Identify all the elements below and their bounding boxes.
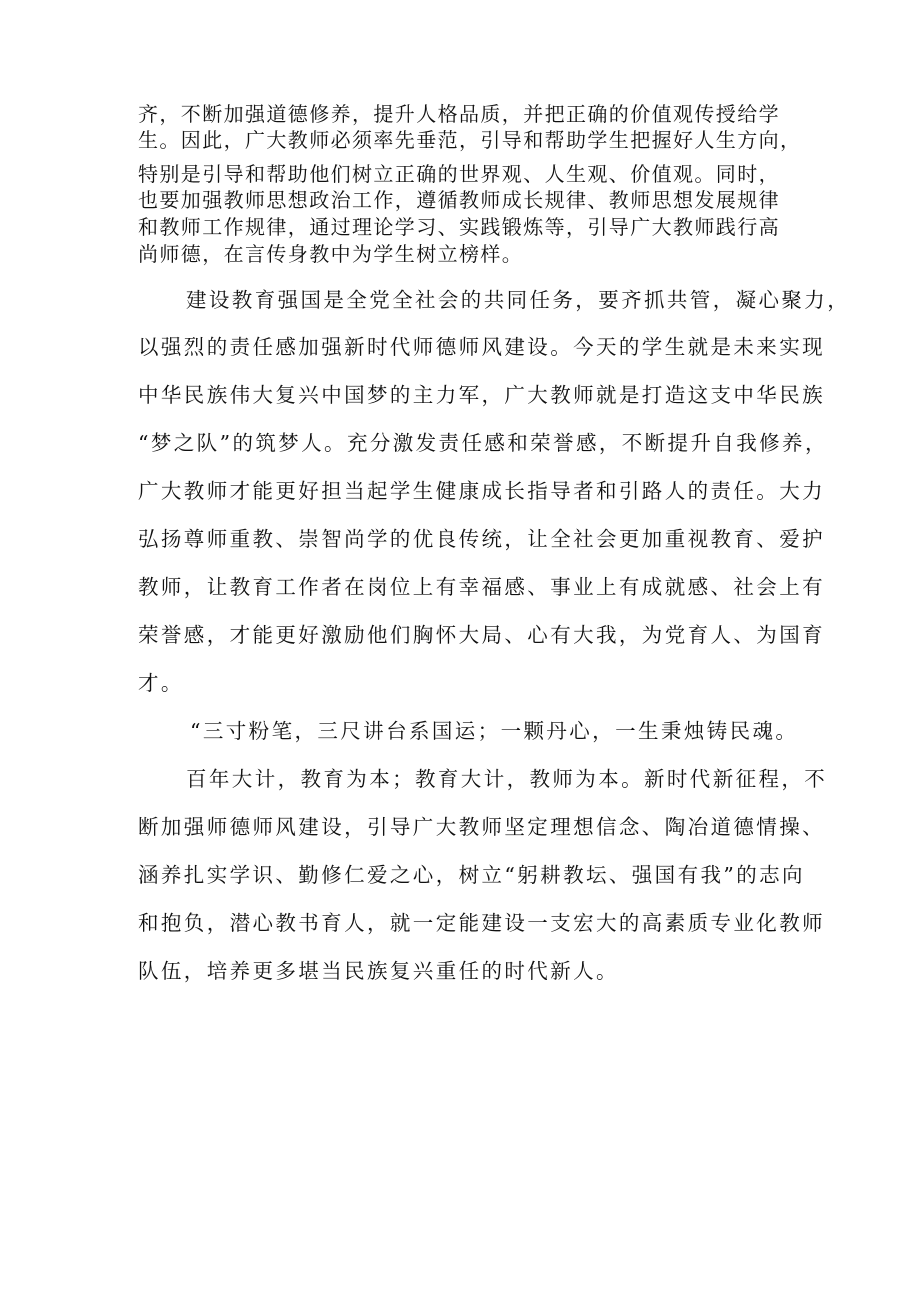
paragraph-line: 荣誉感，才能更好激励他们胸怀大局、心有大我，为党育人、为国育 (138, 623, 825, 647)
paragraph-line: 特别是引导和帮助他们树立正确的世界观、人生观、价值观。同时， (138, 162, 780, 186)
paragraph-line: 齐，不断加强道德修养，提升人格品质，并把正确的价值观传授给学 (138, 102, 780, 126)
paragraph-line: 尚师德，在言传身教中为学生树立榜样。 (138, 242, 524, 266)
paragraph-line: 涵养扎实学识、勤修仁爱之心，树立“躬耕教坛、强国有我”的志向 (138, 863, 805, 887)
paragraph-line: 生。因此，广大教师必须率先垂范，引导和帮助学生把握好人生方向， (138, 128, 802, 152)
paragraph-line: 建设教育强国是全党全社会的共同任务，要齐抓共管，凝心聚力， (186, 288, 851, 312)
paragraph-line: 队伍，培养更多堪当民族复兴重任的时代新人。 (138, 959, 619, 983)
paragraph-line: 才。 (138, 671, 184, 695)
paragraph-line: 以强烈的责任感加强新时代师德师风建设。今天的学生就是未来实现 (138, 335, 825, 359)
paragraph-line: 和教师工作规律，通过理论学习、实践锻炼等，引导广大教师践行高 (138, 215, 780, 239)
paragraph-line: “梦之队”的筑梦人。充分激发责任感和荣誉感，不断提升自我修养， (138, 431, 828, 455)
paragraph-line: 广大教师才能更好担当起学生健康成长指导者和引路人的责任。大力 (138, 479, 825, 503)
paragraph-line: 百年大计，教育为本；教育大计，教师为本。新时代新征程，不 (186, 767, 828, 791)
paragraph-line: 弘扬尊师重教、崇智尚学的优良传统，让全社会更加重视教育、爱护 (138, 527, 825, 551)
paragraph-line: 也要加强教师思想政治工作，遵循教师成长规律、教师思想发展规律 (138, 188, 780, 212)
paragraph-line: 中华民族伟大复兴中国梦的主力军，广大教师就是打造这支中华民族 (138, 383, 825, 407)
paragraph-line: 教师，让教育工作者在岗位上有幸福感、事业上有成就感、社会上有 (138, 575, 825, 599)
paragraph-line: 断加强师德师风建设，引导广大教师坚定理想信念、陶冶道德情操、 (138, 815, 825, 839)
paragraph-line: “三寸粉笔，三尺讲台系国运；一颗丹心，一生秉烛铸民魂。 (190, 719, 799, 743)
paragraph-line: 和抱负，潜心教书育人，就一定能建设一支宏大的高素质专业化教师 (138, 911, 825, 935)
